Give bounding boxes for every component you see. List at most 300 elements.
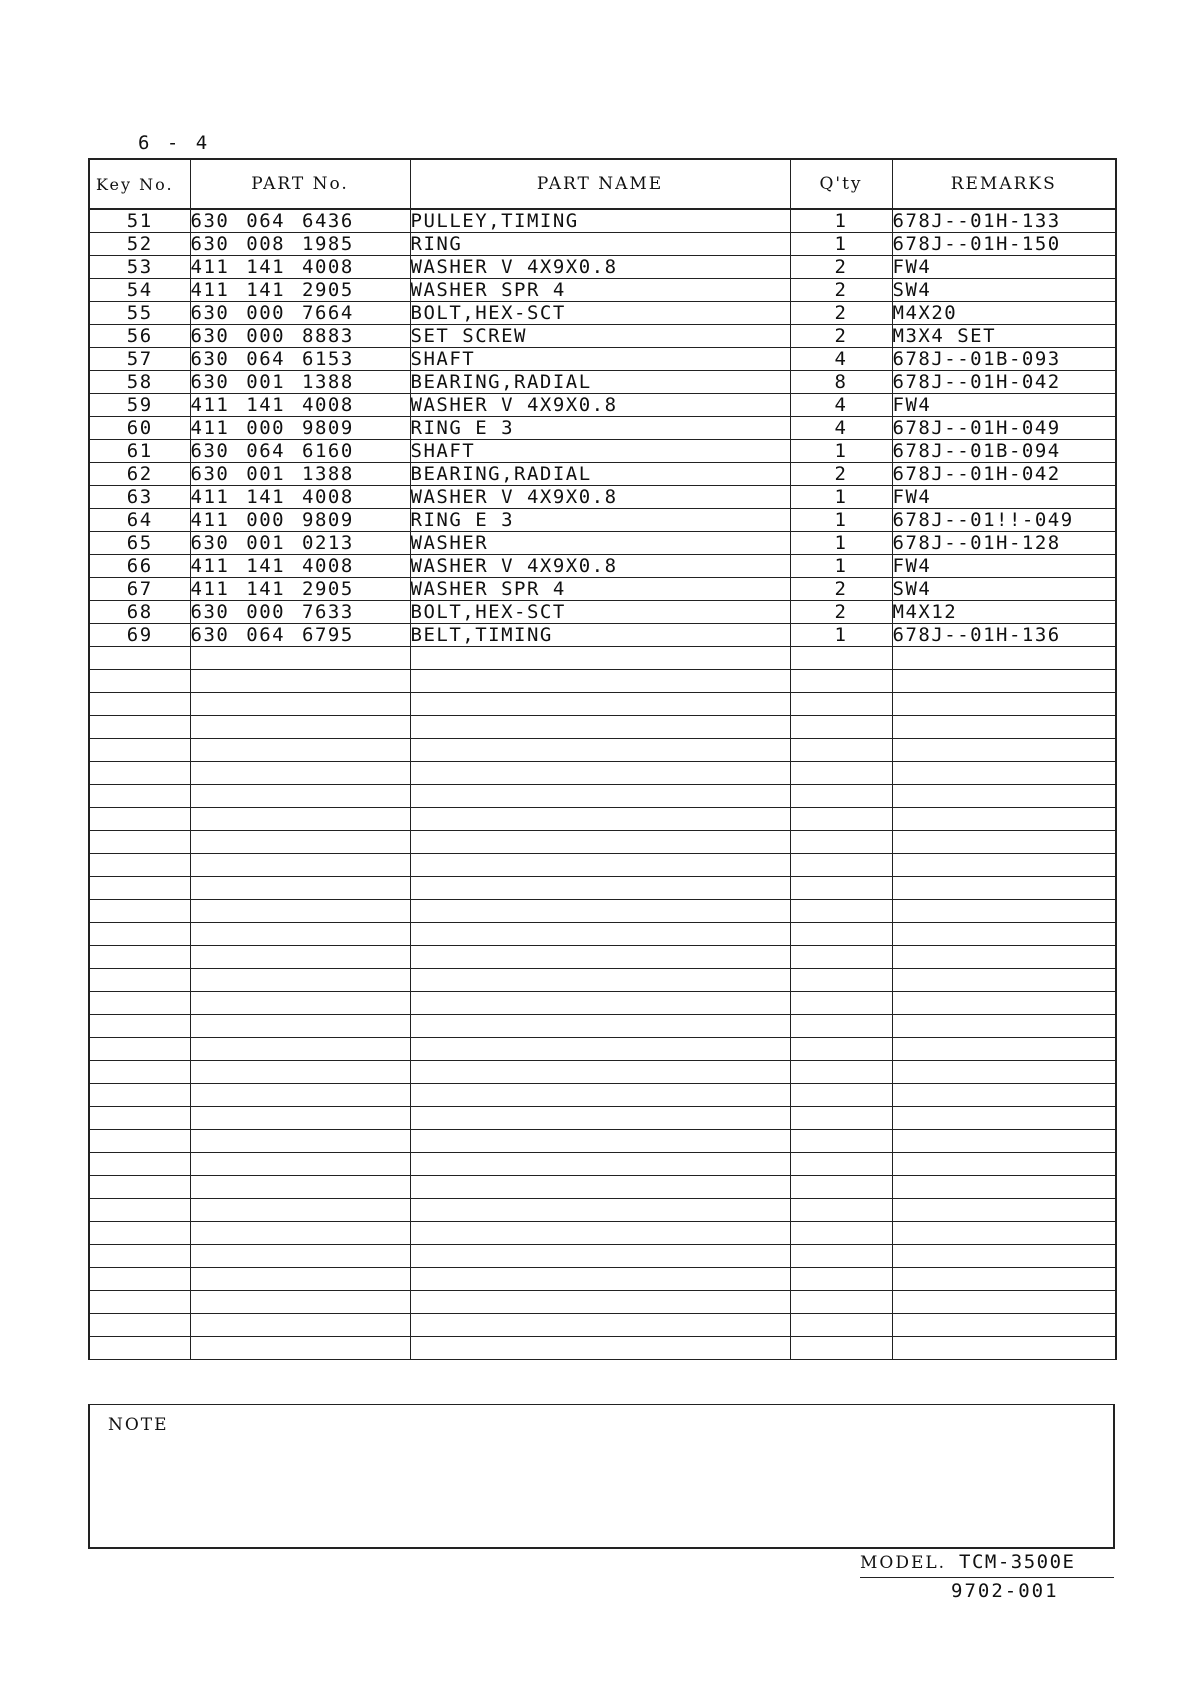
header-part-name: PART NAME (410, 159, 790, 209)
cell-part-name: RING E 3 (410, 417, 790, 440)
cell-qty (790, 1314, 892, 1337)
header-part-no: PART No. (190, 159, 410, 209)
cell-key-no (89, 831, 190, 854)
cell-part-no (190, 716, 410, 739)
cell-remarks: 678J--01H-150 (892, 233, 1116, 256)
table-row (89, 256, 1116, 279)
cell-remarks: 678J--01H-133 (892, 209, 1116, 233)
cell-part-no (190, 1130, 410, 1153)
cell-key-no (89, 670, 190, 693)
cell-part-no: 411 141 4008 (190, 486, 410, 509)
cell-part-name: SHAFT (410, 348, 790, 371)
cell-part-name (410, 1176, 790, 1199)
cell-qty: 1 (790, 624, 892, 647)
cell-qty (790, 670, 892, 693)
cell-qty (790, 969, 892, 992)
cell-remarks: M4X20 (892, 302, 1116, 325)
cell-remarks (892, 785, 1116, 808)
cell-remarks (892, 992, 1116, 1015)
cell-key-no (89, 1038, 190, 1061)
cell-remarks (892, 1176, 1116, 1199)
cell-key-no: 59 (89, 394, 190, 417)
cell-key-no (89, 716, 190, 739)
cell-part-name (410, 785, 790, 808)
table-row (89, 417, 1116, 440)
cell-part-no: 630 001 0213 (190, 532, 410, 555)
cell-remarks (892, 1199, 1116, 1222)
cell-part-no: 411 141 4008 (190, 256, 410, 279)
cell-part-no (190, 969, 410, 992)
cell-remarks: 678J--01H-049 (892, 417, 1116, 440)
cell-remarks (892, 739, 1116, 762)
table-row (89, 394, 1116, 417)
cell-part-name (410, 946, 790, 969)
cell-qty: 4 (790, 417, 892, 440)
cell-key-no: 62 (89, 463, 190, 486)
cell-key-no: 56 (89, 325, 190, 348)
cell-part-name (410, 1199, 790, 1222)
cell-part-name (410, 808, 790, 831)
cell-qty: 2 (790, 578, 892, 601)
cell-part-name: PULLEY,TIMING (410, 209, 790, 233)
cell-part-name: WASHER (410, 532, 790, 555)
cell-part-name (410, 1015, 790, 1038)
cell-key-no: 67 (89, 578, 190, 601)
cell-key-no: 53 (89, 256, 190, 279)
empty-table-row (89, 1314, 1116, 1337)
cell-key-no (89, 854, 190, 877)
cell-part-name (410, 1153, 790, 1176)
cell-qty (790, 1176, 892, 1199)
cell-key-no: 63 (89, 486, 190, 509)
cell-qty (790, 647, 892, 670)
cell-key-no (89, 1199, 190, 1222)
cell-remarks: FW4 (892, 555, 1116, 578)
cell-qty (790, 716, 892, 739)
table-row (89, 578, 1116, 601)
cell-key-no (89, 1061, 190, 1084)
cell-qty (790, 1107, 892, 1130)
empty-table-row (89, 1153, 1116, 1176)
cell-qty (790, 854, 892, 877)
document-code: 9702-001 (951, 1580, 1059, 1602)
cell-key-no: 66 (89, 555, 190, 578)
cell-part-name: BOLT,HEX-SCT (410, 302, 790, 325)
cell-part-name (410, 762, 790, 785)
cell-key-no (89, 1222, 190, 1245)
cell-qty: 2 (790, 601, 892, 624)
empty-table-row (89, 670, 1116, 693)
cell-remarks (892, 1015, 1116, 1038)
cell-key-no (89, 1015, 190, 1038)
empty-table-row (89, 969, 1116, 992)
empty-table-row (89, 946, 1116, 969)
cell-key-no: 51 (89, 209, 190, 233)
cell-part-name: WASHER V 4X9X0.8 (410, 256, 790, 279)
cell-qty: 1 (790, 555, 892, 578)
cell-key-no (89, 923, 190, 946)
cell-qty (790, 693, 892, 716)
table-row (89, 209, 1116, 233)
cell-part-no: 411 141 2905 (190, 279, 410, 302)
cell-part-name: WASHER V 4X9X0.8 (410, 555, 790, 578)
cell-part-no: 411 000 9809 (190, 417, 410, 440)
cell-key-no: 54 (89, 279, 190, 302)
cell-part-name (410, 969, 790, 992)
cell-remarks (892, 1084, 1116, 1107)
empty-table-row (89, 762, 1116, 785)
parts-table-body (89, 209, 1116, 1360)
cell-part-name (410, 739, 790, 762)
cell-part-name (410, 900, 790, 923)
cell-part-no (190, 992, 410, 1015)
cell-key-no (89, 785, 190, 808)
cell-key-no (89, 1176, 190, 1199)
cell-key-no: 58 (89, 371, 190, 394)
empty-table-row (89, 1107, 1116, 1130)
cell-qty (790, 808, 892, 831)
cell-part-name (410, 923, 790, 946)
cell-part-name: BELT,TIMING (410, 624, 790, 647)
cell-remarks (892, 946, 1116, 969)
cell-remarks: 678J--01H-136 (892, 624, 1116, 647)
table-header-row (89, 159, 1116, 209)
cell-qty: 1 (790, 486, 892, 509)
cell-part-no (190, 1337, 410, 1360)
cell-key-no (89, 1130, 190, 1153)
cell-key-no: 61 (89, 440, 190, 463)
model-number: TCM-3500E (959, 1551, 1076, 1573)
cell-remarks (892, 877, 1116, 900)
cell-part-name (410, 1084, 790, 1107)
cell-part-name (410, 1314, 790, 1337)
empty-table-row (89, 693, 1116, 716)
cell-part-name: WASHER SPR 4 (410, 279, 790, 302)
cell-part-no (190, 739, 410, 762)
cell-part-name: WASHER V 4X9X0.8 (410, 486, 790, 509)
cell-qty: 8 (790, 371, 892, 394)
cell-qty (790, 900, 892, 923)
cell-part-no: 630 064 6160 (190, 440, 410, 463)
cell-qty (790, 762, 892, 785)
cell-key-no (89, 1314, 190, 1337)
cell-part-name: BEARING,RADIAL (410, 463, 790, 486)
cell-qty (790, 992, 892, 1015)
cell-key-no: 64 (89, 509, 190, 532)
cell-part-name (410, 1061, 790, 1084)
empty-table-row (89, 1222, 1116, 1245)
cell-qty (790, 831, 892, 854)
cell-key-no: 60 (89, 417, 190, 440)
cell-part-no (190, 1291, 410, 1314)
cell-remarks (892, 1107, 1116, 1130)
cell-key-no (89, 647, 190, 670)
cell-part-no: 630 064 6153 (190, 348, 410, 371)
cell-part-no (190, 1176, 410, 1199)
cell-part-no (190, 762, 410, 785)
cell-part-no: 630 064 6436 (190, 209, 410, 233)
cell-part-no: 630 064 6795 (190, 624, 410, 647)
table-row (89, 348, 1116, 371)
cell-part-name (410, 693, 790, 716)
cell-part-no: 630 000 7633 (190, 601, 410, 624)
model-prefix: MODEL. (860, 1553, 947, 1573)
cell-part-name (410, 1038, 790, 1061)
cell-qty: 2 (790, 463, 892, 486)
cell-remarks (892, 1314, 1116, 1337)
cell-qty (790, 1015, 892, 1038)
cell-remarks: FW4 (892, 256, 1116, 279)
cell-remarks: 678J--01B-093 (892, 348, 1116, 371)
empty-table-row (89, 854, 1116, 877)
cell-qty (790, 1222, 892, 1245)
cell-remarks: FW4 (892, 486, 1116, 509)
cell-part-name (410, 1337, 790, 1360)
cell-remarks: FW4 (892, 394, 1116, 417)
cell-part-name: SET SCREW (410, 325, 790, 348)
cell-part-no: 630 001 1388 (190, 463, 410, 486)
table-row (89, 509, 1116, 532)
empty-table-row (89, 877, 1116, 900)
empty-table-row (89, 831, 1116, 854)
cell-part-name: RING (410, 233, 790, 256)
cell-part-no: 630 008 1985 (190, 233, 410, 256)
cell-part-no: 630 001 1388 (190, 371, 410, 394)
table-row (89, 371, 1116, 394)
cell-remarks: 678J--01H-042 (892, 463, 1116, 486)
cell-part-no (190, 923, 410, 946)
table-row (89, 279, 1116, 302)
note-label: NOTE (108, 1415, 169, 1435)
cell-part-no (190, 1061, 410, 1084)
header-remarks: REMARKS (892, 159, 1116, 209)
cell-qty: 1 (790, 209, 892, 233)
cell-key-no (89, 1337, 190, 1360)
cell-part-no: 411 141 2905 (190, 578, 410, 601)
empty-table-row (89, 808, 1116, 831)
cell-qty: 2 (790, 302, 892, 325)
cell-qty (790, 1199, 892, 1222)
empty-table-row (89, 1291, 1116, 1314)
cell-remarks (892, 1061, 1116, 1084)
cell-remarks (892, 693, 1116, 716)
cell-remarks (892, 647, 1116, 670)
cell-key-no: 57 (89, 348, 190, 371)
table-row (89, 624, 1116, 647)
cell-part-no (190, 1038, 410, 1061)
cell-remarks (892, 808, 1116, 831)
cell-remarks (892, 969, 1116, 992)
cell-remarks (892, 1268, 1116, 1291)
empty-table-row (89, 1015, 1116, 1038)
cell-part-name (410, 1222, 790, 1245)
cell-key-no: 69 (89, 624, 190, 647)
cell-remarks: SW4 (892, 279, 1116, 302)
cell-qty (790, 1038, 892, 1061)
cell-part-no (190, 785, 410, 808)
cell-part-no (190, 1314, 410, 1337)
cell-part-name (410, 877, 790, 900)
cell-part-no (190, 1199, 410, 1222)
cell-key-no (89, 693, 190, 716)
table-row (89, 233, 1116, 256)
empty-table-row (89, 739, 1116, 762)
table-row (89, 601, 1116, 624)
cell-remarks (892, 1038, 1116, 1061)
cell-key-no (89, 1245, 190, 1268)
cell-remarks (892, 1130, 1116, 1153)
cell-key-no (89, 808, 190, 831)
cell-remarks: M3X4 SET (892, 325, 1116, 348)
empty-table-row (89, 1038, 1116, 1061)
cell-part-name (410, 716, 790, 739)
table-row (89, 463, 1116, 486)
cell-remarks (892, 762, 1116, 785)
cell-part-name: SHAFT (410, 440, 790, 463)
cell-qty: 2 (790, 279, 892, 302)
cell-qty: 2 (790, 256, 892, 279)
empty-table-row (89, 900, 1116, 923)
cell-part-no (190, 647, 410, 670)
cell-key-no (89, 992, 190, 1015)
cell-key-no (89, 900, 190, 923)
cell-part-name (410, 1130, 790, 1153)
cell-part-no (190, 670, 410, 693)
empty-table-row (89, 1061, 1116, 1084)
cell-key-no (89, 762, 190, 785)
cell-part-name (410, 831, 790, 854)
cell-qty: 1 (790, 509, 892, 532)
cell-remarks (892, 1153, 1116, 1176)
empty-table-row (89, 1130, 1116, 1153)
cell-part-no (190, 854, 410, 877)
cell-part-name (410, 854, 790, 877)
cell-remarks (892, 854, 1116, 877)
empty-table-row (89, 1245, 1116, 1268)
cell-key-no (89, 1084, 190, 1107)
cell-part-no (190, 808, 410, 831)
cell-key-no (89, 1153, 190, 1176)
cell-part-name (410, 1268, 790, 1291)
cell-qty: 1 (790, 233, 892, 256)
cell-part-no (190, 1015, 410, 1038)
cell-remarks: SW4 (892, 578, 1116, 601)
empty-table-row (89, 1084, 1116, 1107)
page-number: 6 - 4 (138, 132, 211, 154)
cell-remarks: M4X12 (892, 601, 1116, 624)
cell-qty (790, 1291, 892, 1314)
empty-table-row (89, 785, 1116, 808)
cell-key-no: 68 (89, 601, 190, 624)
empty-table-row (89, 716, 1116, 739)
cell-qty (790, 1061, 892, 1084)
cell-part-no: 411 000 9809 (190, 509, 410, 532)
cell-qty (790, 1337, 892, 1360)
cell-qty: 1 (790, 532, 892, 555)
cell-part-no (190, 1268, 410, 1291)
table-row (89, 555, 1116, 578)
header-key-no: Key No. (89, 159, 190, 209)
header-qty: Q'ty (790, 159, 892, 209)
cell-qty (790, 1084, 892, 1107)
cell-remarks (892, 1245, 1116, 1268)
note-box (88, 1404, 1115, 1549)
cell-remarks: 678J--01H-042 (892, 371, 1116, 394)
empty-table-row (89, 647, 1116, 670)
cell-remarks (892, 1337, 1116, 1360)
cell-part-name: WASHER V 4X9X0.8 (410, 394, 790, 417)
cell-key-no: 55 (89, 302, 190, 325)
cell-part-name (410, 1245, 790, 1268)
cell-part-name (410, 1291, 790, 1314)
cell-remarks: 678J--01B-094 (892, 440, 1116, 463)
cell-part-no (190, 831, 410, 854)
cell-part-no: 630 000 8883 (190, 325, 410, 348)
cell-remarks (892, 900, 1116, 923)
cell-key-no (89, 739, 190, 762)
cell-qty (790, 923, 892, 946)
empty-table-row (89, 923, 1116, 946)
cell-qty (790, 785, 892, 808)
cell-qty (790, 739, 892, 762)
cell-part-no (190, 1153, 410, 1176)
cell-qty: 2 (790, 325, 892, 348)
cell-part-name (410, 1107, 790, 1130)
cell-key-no: 65 (89, 532, 190, 555)
cell-part-name: BOLT,HEX-SCT (410, 601, 790, 624)
cell-key-no (89, 946, 190, 969)
cell-qty (790, 877, 892, 900)
cell-qty (790, 946, 892, 969)
cell-part-no: 411 141 4008 (190, 394, 410, 417)
cell-qty (790, 1268, 892, 1291)
cell-remarks (892, 1291, 1116, 1314)
empty-table-row (89, 992, 1116, 1015)
cell-remarks: 678J--01H-128 (892, 532, 1116, 555)
cell-qty: 1 (790, 440, 892, 463)
cell-key-no (89, 877, 190, 900)
cell-part-name (410, 670, 790, 693)
table-row (89, 302, 1116, 325)
cell-remarks: 678J--01!!-049 (892, 509, 1116, 532)
cell-part-no: 411 141 4008 (190, 555, 410, 578)
cell-part-name: WASHER SPR 4 (410, 578, 790, 601)
cell-remarks (892, 1222, 1116, 1245)
empty-table-row (89, 1176, 1116, 1199)
table-row (89, 325, 1116, 348)
parts-list-table (88, 158, 1117, 1360)
model-line (860, 1551, 1114, 1578)
cell-qty (790, 1245, 892, 1268)
cell-part-no (190, 1245, 410, 1268)
cell-remarks (892, 923, 1116, 946)
cell-key-no: 52 (89, 233, 190, 256)
cell-key-no (89, 969, 190, 992)
cell-qty: 4 (790, 348, 892, 371)
cell-qty (790, 1153, 892, 1176)
cell-part-no (190, 900, 410, 923)
table-row (89, 486, 1116, 509)
empty-table-row (89, 1199, 1116, 1222)
cell-part-no (190, 1222, 410, 1245)
empty-table-row (89, 1268, 1116, 1291)
cell-remarks (892, 716, 1116, 739)
cell-part-no: 630 000 7664 (190, 302, 410, 325)
cell-remarks (892, 670, 1116, 693)
cell-qty (790, 1130, 892, 1153)
cell-part-no (190, 877, 410, 900)
cell-part-no (190, 1084, 410, 1107)
